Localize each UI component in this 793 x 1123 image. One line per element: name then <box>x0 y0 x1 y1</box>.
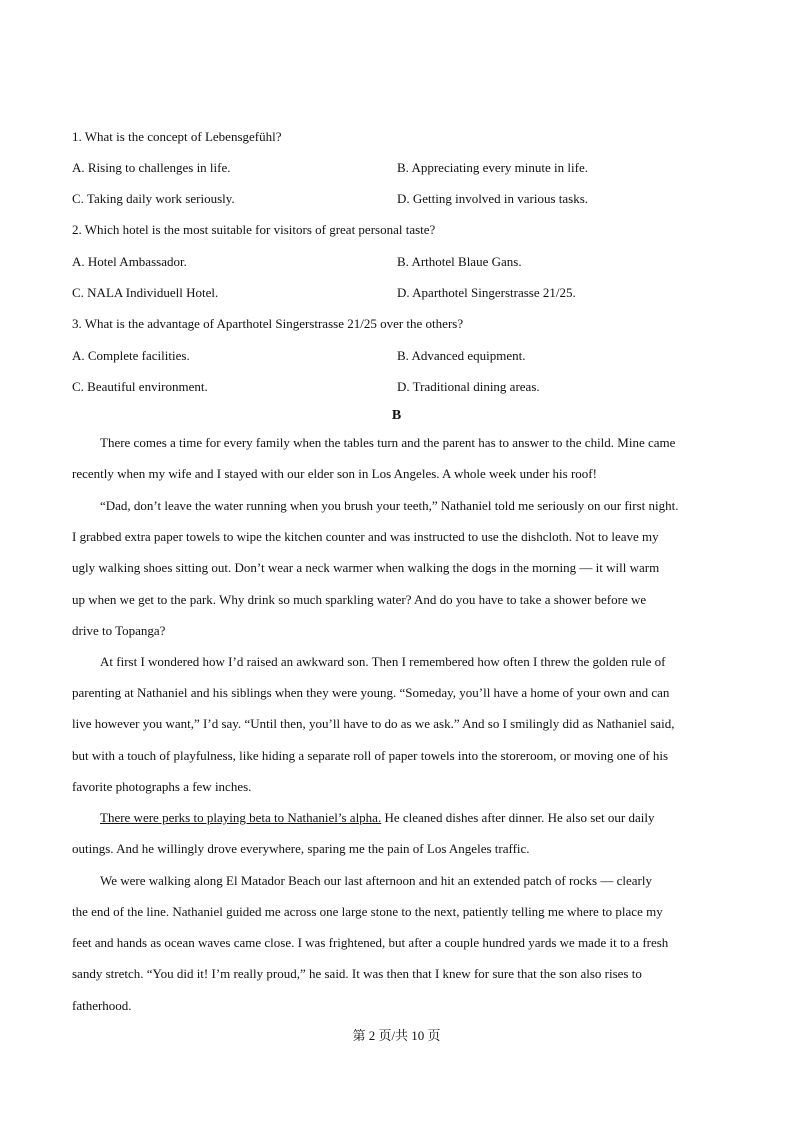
option-a: A. Rising to challenges in life. <box>72 160 231 175</box>
option-a: A. Hotel Ambassador. <box>72 254 187 269</box>
option-c: C. Taking daily work seriously. <box>72 191 235 206</box>
option-c: C. NALA Individuell Hotel. <box>72 285 219 300</box>
option-b: B. Appreciating every minute in life. <box>397 160 588 175</box>
passage-line: At first I wondered how I’d raised an awkward son. Then I remembered how often I threw the golden rule of <box>100 654 666 669</box>
option-b: B. Arthotel Blaue Gans. <box>397 254 522 269</box>
passage-line: outings. And he willingly drove everywhere, sparing me the pain of Los Angeles traffic. <box>72 841 530 856</box>
passage-line: sandy stretch. “You did it! I’m really proud,” he said. It was then that I knew for sure that the son also rises to <box>72 966 642 981</box>
option-b: B. Advanced equipment. <box>397 348 526 363</box>
passage-line: live however you want,” I’d say. “Until then, you’ll have to do as we ask.” And so I smilingly did as Nathaniel said, <box>72 716 675 731</box>
passage-line: recently when my wife and I stayed with our elder son in Los Angeles. A whole week under his roof! <box>72 466 597 481</box>
passage-text: He cleaned dishes after dinner. He also set our daily <box>381 810 655 825</box>
question-stem: 1. What is the concept of Lebensgefühl? <box>72 129 282 144</box>
passage-line: up when we get to the park. Why drink so much sparkling water? And do you have to take a shower before we <box>72 592 647 607</box>
option-c: C. Beautiful environment. <box>72 379 208 394</box>
question-stem: 2. Which hotel is the most suitable for visitors of great personal taste? <box>72 222 436 237</box>
passage-line: feet and hands as ocean waves came close. I was frightened, but after a couple hundred yards we made it to a fresh <box>72 935 669 950</box>
passage-line: the end of the line. Nathaniel guided me across one large stone to the next, patiently telling me where to place my <box>72 904 663 919</box>
option-a: A. Complete facilities. <box>72 348 190 363</box>
page-number: 第 2 页/共 10 页 <box>352 1028 441 1043</box>
option-d: D. Traditional dining areas. <box>397 379 540 394</box>
passage-line: parenting at Nathaniel and his siblings when they were young. “Someday, you’ll have a home of your own and can <box>72 685 670 700</box>
underlined-sentence: There were perks to playing beta to Nathaniel’s alpha. <box>100 810 382 825</box>
question-stem: 3. What is the advantage of Aparthotel Singerstrasse 21/25 over the others? <box>72 316 464 331</box>
passage-line: drive to Topanga? <box>72 623 166 638</box>
option-d: D. Getting involved in various tasks. <box>397 191 589 206</box>
passage-line: We were walking along El Matador Beach our last afternoon and hit an extended patch of rocks — clearly <box>100 873 652 888</box>
passage-line: ugly walking shoes sitting out. Don’t wear a neck warmer when walking the dogs in the morning — it will warm <box>72 560 660 575</box>
passage-line: favorite photographs a few inches. <box>72 779 252 794</box>
option-d: D. Aparthotel Singerstrasse 21/25. <box>397 285 576 300</box>
passage-line: fatherhood. <box>72 998 132 1013</box>
passage-line: “Dad, don’t leave the water running when you brush your teeth,” Nathaniel told me seriously on our first night. <box>100 498 679 513</box>
passage-line: I grabbed extra paper towels to wipe the kitchen counter and was instructed to use the dishcloth. Not to leave my <box>72 529 659 544</box>
passage-line: but with a touch of playfulness, like hiding a separate roll of paper towels into the storeroom, or moving one of his <box>72 748 669 763</box>
section-title: B <box>391 408 402 423</box>
passage-line <box>100 810 654 826</box>
passage-line: There comes a time for every family when the tables turn and the parent has to answer to the child. Mine came <box>100 435 676 450</box>
